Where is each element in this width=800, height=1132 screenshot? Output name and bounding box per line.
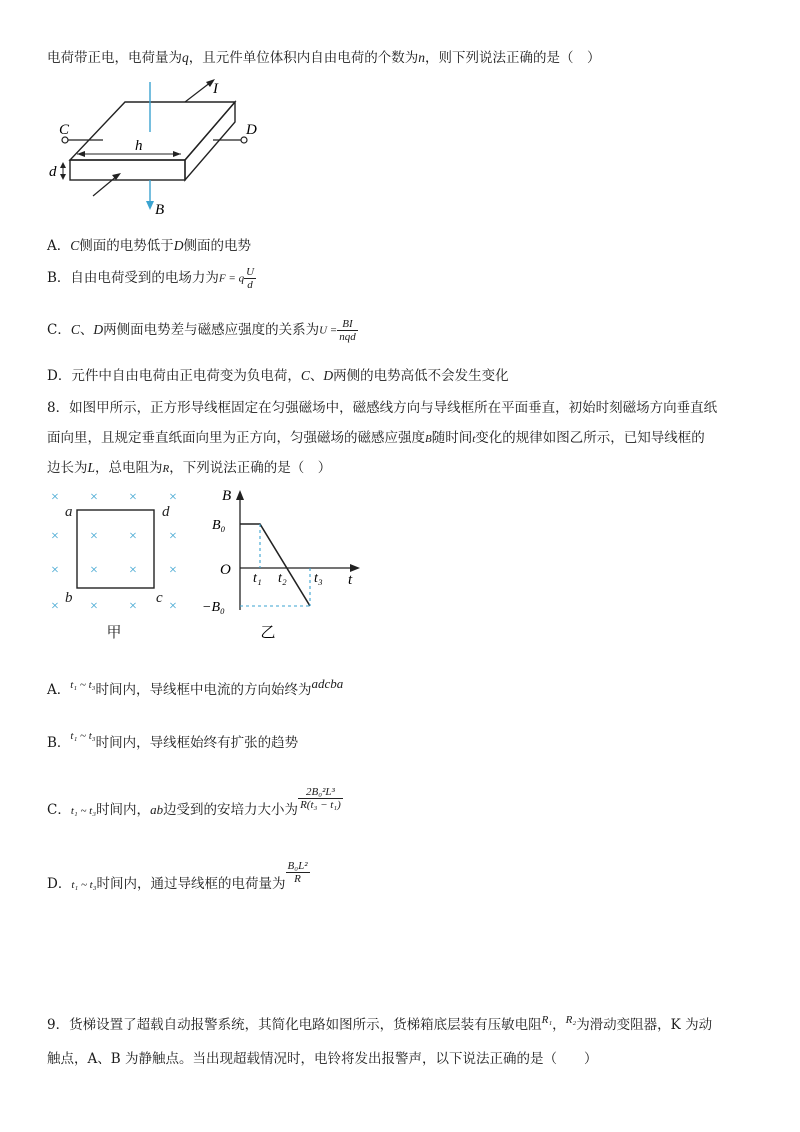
stem-text: 为滑动变阻器，K 为动 — [576, 1017, 713, 1033]
option-prefix: C． — [47, 322, 71, 338]
var-C: C — [300, 368, 310, 383]
var-C: C — [70, 238, 80, 253]
fraction-numerator: BI — [342, 318, 353, 330]
fraction-charge — [286, 860, 310, 885]
stem-text: 面向里，且规定垂直纸面向里为正方向，匀强磁场的磁感应强度 — [47, 430, 425, 446]
var-B: B — [425, 433, 432, 445]
cross-mark: × — [169, 490, 177, 505]
square-frame — [77, 510, 154, 588]
option-prefix: A． — [47, 238, 71, 254]
option-8B — [47, 726, 298, 753]
var-D: D — [173, 238, 184, 253]
tick-t2: t₂ — [278, 571, 287, 586]
var-q: q — [182, 50, 189, 65]
var-D: D — [93, 322, 104, 337]
cross-mark: × — [169, 529, 177, 544]
option-7B — [47, 266, 256, 291]
fraction-ampere-force — [298, 786, 343, 811]
tick-B0: B₀ — [212, 518, 226, 533]
option-prefix: D． — [47, 368, 72, 384]
cross-mark: × — [129, 490, 137, 505]
cross-mark: × — [90, 563, 98, 578]
label-D: D — [246, 122, 257, 138]
axis-label-B: B — [222, 488, 232, 504]
stem-text: 随时间 — [431, 430, 473, 446]
intro-text: ，且元件单位体积内自由电荷的个数为 — [188, 50, 419, 66]
stem-text: ，总电阻为 — [95, 460, 163, 476]
intro-line — [47, 48, 601, 68]
var-n: n — [418, 50, 425, 65]
label-h: h — [135, 138, 143, 154]
option-text: 侧面的电势低于 — [79, 238, 174, 254]
question-8-line-1: 8．如图甲所示，正方形导线框固定在匀强磁场中，磁感线方向与导线框所在平面垂直，初始时刻磁场方向垂直纸 — [47, 400, 718, 416]
question-9-line-2: 触点，A、B 为静触点。当出现超载情况时，电铃将发出报警声，以下说法正确的是（ ） — [47, 1051, 598, 1067]
var-R2: R₂ — [565, 1014, 577, 1026]
corner-b: b — [65, 590, 73, 606]
intro-text: 电荷带正电，电荷量为 — [47, 50, 182, 66]
axis-label-t: t — [348, 572, 353, 588]
cross-mark: × — [169, 563, 177, 578]
time-range: t₁ ~ t₃ — [70, 805, 97, 817]
formula-lhs: F = q — [218, 272, 245, 285]
option-text: 边受到的安培力大小为 — [163, 802, 299, 818]
var-R: R — [162, 463, 170, 475]
cross-mark: × — [90, 529, 98, 544]
cross-mark: × — [51, 529, 59, 544]
option-text: 自由电荷受到的电场力为 — [70, 270, 219, 286]
option-text: 时间内，导线框始终有扩张的趋势 — [95, 735, 299, 751]
tick-t1: t₁ — [253, 571, 262, 586]
cross-mark: × — [51, 490, 59, 505]
option-prefix: D． — [47, 876, 72, 892]
figure-yi — [198, 484, 368, 644]
fraction-denominator: d — [244, 278, 256, 291]
separator: 、 — [79, 322, 94, 338]
fraction-numerator: B₀L² — [287, 860, 308, 872]
origin-label: O — [220, 562, 231, 578]
option-text: 侧面的电势 — [183, 238, 252, 254]
question-8-line-3 — [47, 458, 331, 479]
separator: 、 — [309, 368, 324, 384]
option-prefix: A． — [47, 682, 71, 698]
hall-element-figure — [45, 74, 285, 219]
fraction-BI-over-nqd — [337, 318, 358, 343]
time-range: t₁ ~ t₃ — [70, 730, 96, 742]
cross-mark: × — [129, 563, 137, 578]
option-8A — [47, 674, 343, 700]
option-text: 时间内，导线框中电流的方向始终为 — [95, 682, 312, 698]
question-9-line-1 — [47, 1010, 712, 1035]
time-range: t₁ ~ t₃ — [71, 879, 97, 891]
separator: ， — [552, 1017, 566, 1033]
option-7D — [47, 366, 509, 386]
var-C: C — [70, 322, 80, 337]
fraction-denominator: nqd — [339, 331, 356, 343]
fraction-denominator: R(t₃ − t₁) — [300, 799, 341, 811]
stem-text: 变化的规律如图乙所示，已知导线框的 — [475, 430, 705, 446]
cross-mark: × — [90, 599, 98, 614]
corner-c: c — [156, 590, 163, 606]
cross-mark: × — [90, 490, 98, 505]
stem-text: 边长为 — [47, 460, 88, 476]
option-8D — [47, 860, 310, 895]
figure-jia — [40, 484, 200, 644]
option-text: 时间内，通过导线框的电荷量为 — [96, 876, 286, 892]
option-text: 两侧面电势差与磁感应强度的关系为 — [103, 322, 320, 338]
fraction-denominator: R — [286, 872, 310, 885]
option-7A — [47, 236, 251, 256]
edge-ab: ab — [150, 802, 164, 817]
option-text: 两侧的电势高低不会发生变化 — [333, 368, 509, 384]
stem-text: ，下列说法正确的是（ ） — [169, 460, 332, 476]
var-t: t — [472, 433, 476, 445]
label-I: I — [213, 81, 218, 97]
var-L: L — [87, 460, 96, 475]
corner-a: a — [65, 504, 73, 520]
B-t-curve — [240, 524, 310, 606]
tick-t3: t₃ — [314, 571, 323, 586]
option-prefix: C． — [47, 802, 71, 818]
label-d: d — [49, 164, 57, 180]
cross-mark: × — [129, 599, 137, 614]
cross-mark: × — [51, 563, 59, 578]
question-8-line-2 — [47, 428, 705, 449]
fraction-numerator: U — [246, 266, 255, 278]
option-text: 时间内， — [96, 802, 151, 818]
tick-negB0: −B₀ — [202, 600, 225, 615]
stem-text: 9．货梯设置了超载自动报警系统，其简化电路如图所示，货梯箱底层装有压敏电阻 — [47, 1017, 542, 1033]
fraction-numerator: 2B₀²L³ — [306, 786, 335, 798]
cross-mark: × — [129, 529, 137, 544]
intro-text: ，则下列说法正确的是（ ） — [425, 50, 601, 66]
var-D: D — [323, 368, 334, 383]
option-8C — [47, 786, 343, 821]
corner-d: d — [162, 504, 170, 520]
option-7C — [47, 318, 358, 343]
cross-mark: × — [51, 599, 59, 614]
option-text: 元件中自由电荷由正电荷变为负电荷， — [71, 368, 301, 384]
option-prefix: B． — [47, 735, 71, 751]
fraction-U-over-d — [244, 266, 256, 291]
formula-lhs: U = — [319, 324, 338, 337]
label-C: C — [59, 122, 70, 138]
option-prefix: B． — [47, 270, 71, 286]
caption-yi: 乙 — [260, 625, 276, 641]
label-B: B — [155, 202, 165, 218]
cross-mark: × — [169, 599, 177, 614]
time-range: t₁ ~ t₃ — [70, 679, 96, 691]
current-path: adcba — [311, 676, 344, 691]
caption-jia: 甲 — [106, 625, 122, 641]
var-R1: R₁ — [541, 1014, 553, 1026]
